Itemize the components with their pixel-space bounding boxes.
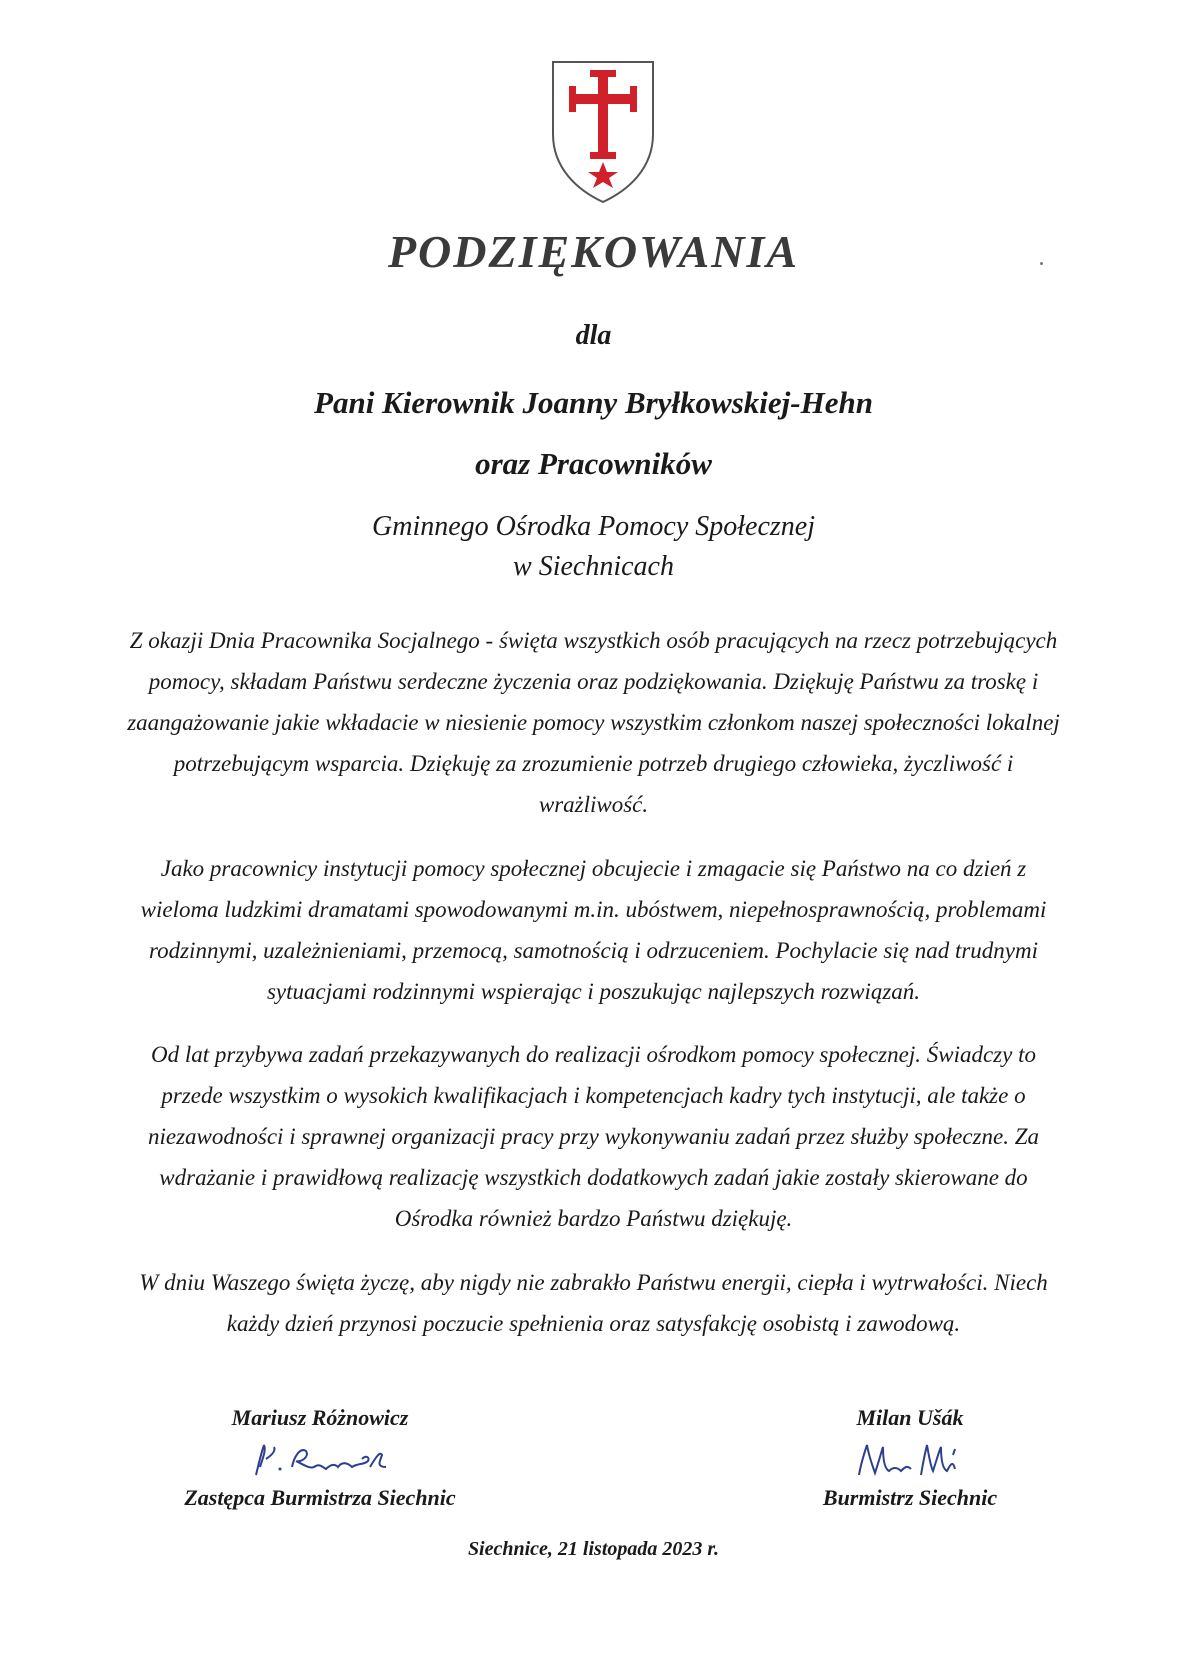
paragraph-4: W dniu Waszego święta życzę, aby nigdy nie zabrakło Państwu energii, ciepła i wytrwałości. Niech każdy dzień przynosi poczucie spełnienia oraz satysfakcję osobistą i zawodową. [139,1270,1048,1336]
paragraph-3: Od lat przybywa zadań przekazywanych do realizacji ośrodkom pomocy społecznej. Świadczy to przede wszystkim o wysokich kwalifikacjach i kompetencjach kadry tych instytucji, ale także o niezawodności i sprawnej organizacji pracy przy wykonywaniu zadań przez służby społeczne. Za wdrażanie i prawidłową realizację wszystkich dodatkowych zadań jakie zostały skierowane do Ośrodka również bardzo Państwu dziękuję. [148,1042,1039,1231]
signatory-role: Burmistrz Siechnic [822,1485,998,1510]
for-label: dla [575,320,612,351]
recipient-name: Pani Kierownik Joanny Bryłkowskiej-Hehn [314,385,873,420]
document-title: PODZIĘKOWANIA [387,226,800,277]
signatory-name: Milan Ušák [856,1405,964,1430]
signature-block-mayor [770,1405,1050,1511]
handwritten-signature-icon [150,1437,490,1485]
signatory-role: Zastępca Burmistrza Siechnic [184,1485,456,1510]
paragraph-1: Z okazji Dnia Pracownika Socjalnego - święta wszystkich osób pracujących na rzecz potrzebujących pomocy, składam Państwu serdeczne życzenia oraz podziękowania. Dziękuję Państwu za troskę i zaangażowanie jakie wkładacie w niesienie pomocy wszystkim członkom naszej społeczności lokalnej potrzebującym wsparcia. Dziękuję za zrozumienie potrzeb drugiego człowieka, życzliwość i wrażliwość. [127,628,1060,817]
recipient-staff: oraz Pracowników [475,446,712,481]
signature-block-deputy [150,1405,490,1511]
handwritten-signature-icon [770,1437,1050,1485]
coat-of-arms-icon [545,56,661,206]
institution-name [0,507,1187,587]
place-and-date: Siechnice, 21 listopada 2023 r. [467,1538,720,1560]
institution-line-1: Gminnego Ośrodka Pomocy Społecznej [372,511,815,542]
paragraph-2: Jako pracownicy instytucji pomocy społecznej obcujecie i zmagacie się Państwo na co dzień z wieloma ludzkimi dramatami spowodowanymi m.in. ubóstwem, niepełnosprawnością, problemami rodzinnymi, uzależnieniami, przemocą, samotnością i odrzuceniem. Pochylacie się nad trudnymi sytuacjami rodzinnymi wspierając i poszukując najlepszych rozwiązań. [140,856,1047,1004]
signatory-name: Mariusz Różnowicz [231,1405,409,1430]
institution-line-2: w Siechnicach [513,551,674,582]
